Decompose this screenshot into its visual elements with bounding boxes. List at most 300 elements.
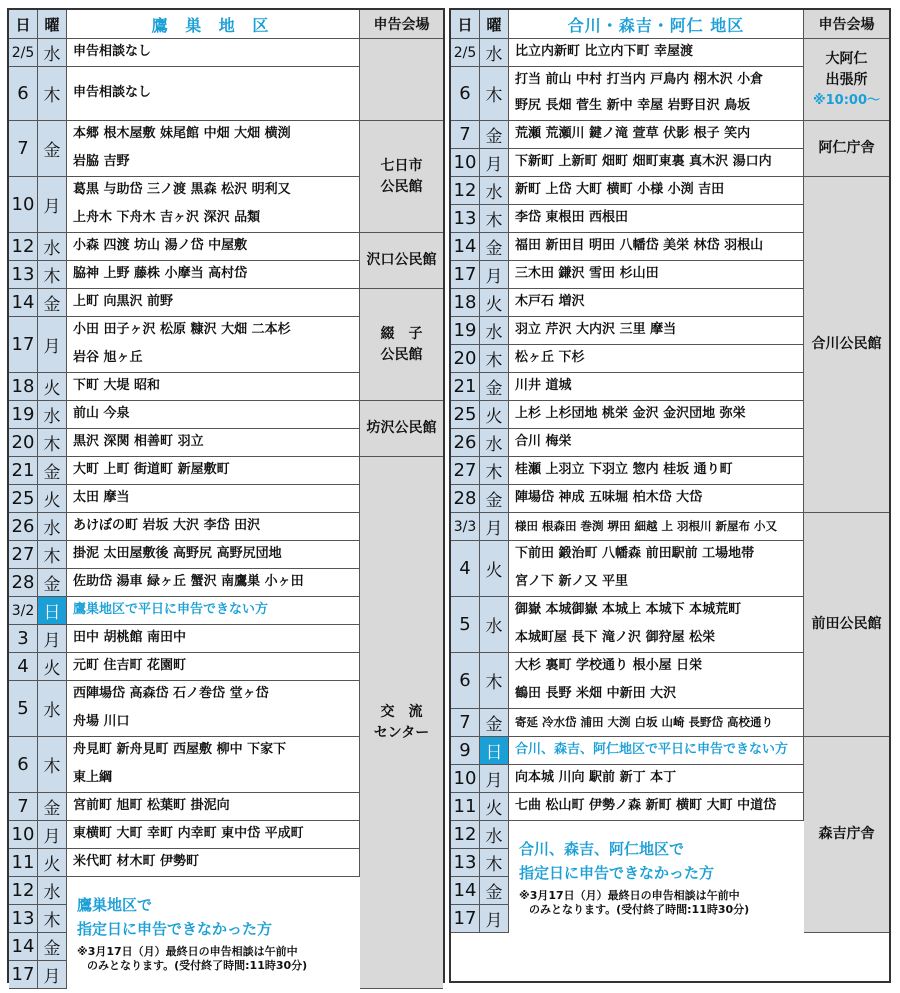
row-areas xyxy=(509,457,804,484)
row-weekday: 火 xyxy=(38,849,67,876)
row-weekday: 木 xyxy=(480,67,509,120)
schedule-row xyxy=(9,569,360,597)
schedule-row xyxy=(451,541,804,597)
row-weekday: 火 xyxy=(38,653,67,680)
row-areas xyxy=(67,569,360,596)
venue-cell xyxy=(804,177,889,513)
row-areas xyxy=(509,429,804,456)
row-areas xyxy=(509,541,804,596)
row-areas xyxy=(67,485,360,512)
area-line: 米代町 材木町 伊勢町 xyxy=(73,854,200,870)
row-day: 13 xyxy=(451,205,480,232)
area-line: 向本城 川向 駅前 新丁 本丁 xyxy=(515,770,677,786)
row-weekday: 水 xyxy=(480,39,509,66)
schedule-row xyxy=(451,205,804,233)
row-weekday: 木 xyxy=(480,849,509,876)
header-day: 日 xyxy=(9,10,38,38)
area-line: 小田 田子ヶ沢 松原 糠沢 大畑 二本杉 xyxy=(73,322,291,338)
schedule-row xyxy=(451,289,804,317)
area-line: 大杉 裏町 学校通り 根小屋 日栄 xyxy=(515,658,703,674)
row-areas xyxy=(67,401,360,428)
venue-name: 合川公民館 xyxy=(811,336,882,352)
row-areas xyxy=(509,737,804,764)
late-title: 指定日に申告できなかった方 xyxy=(519,863,715,882)
row-day: 10 xyxy=(9,177,38,232)
row-areas xyxy=(67,233,360,260)
row-weekday: 水 xyxy=(480,597,509,652)
row-areas xyxy=(509,149,804,176)
row-day: 20 xyxy=(9,429,38,456)
venue-cell xyxy=(360,401,443,457)
venue-name: 出張所 xyxy=(825,71,868,88)
schedule-row xyxy=(451,737,804,765)
venue-cell xyxy=(360,121,443,233)
row-weekday: 月 xyxy=(38,625,67,652)
row-day: 7 xyxy=(451,709,480,736)
row-weekday: 水 xyxy=(480,317,509,344)
row-areas xyxy=(67,289,360,316)
header-weekday: 曜 xyxy=(480,10,509,38)
row-areas xyxy=(509,597,804,652)
area-line: 宮ノ下 新ノ又 平里 xyxy=(515,573,629,589)
row-day: 18 xyxy=(451,289,480,316)
row-areas xyxy=(67,513,360,540)
row-day: 14 xyxy=(451,877,480,904)
late-title: 合川、森吉、阿仁地区で xyxy=(519,839,685,858)
row-areas xyxy=(509,401,804,428)
area-line: 上町 向黒沢 前野 xyxy=(73,294,174,310)
schedule-row xyxy=(451,709,804,737)
area-line: 岩谷 旭ヶ丘 xyxy=(73,349,143,365)
area-line: 七曲 松山町 伊勢ノ森 新町 横町 大町 中道岱 xyxy=(515,798,777,814)
schedule-row xyxy=(9,233,360,261)
schedule-row xyxy=(451,457,804,485)
row-day: 6 xyxy=(9,737,38,792)
schedule-row xyxy=(9,457,360,485)
area-line: 松ヶ丘 下杉 xyxy=(515,350,585,366)
header-area: 鷹 巣 地 区 xyxy=(67,10,360,38)
venue-cell xyxy=(804,737,889,933)
schedule-row xyxy=(451,39,804,67)
area-line: 様田 根森田 巻渕 堺田 細越 上 羽根川 新屋布 小又 xyxy=(515,518,778,533)
row-day: 17 xyxy=(451,905,480,932)
schedule-row xyxy=(9,737,360,793)
row-areas xyxy=(67,681,360,736)
area-line: 東上綱 xyxy=(73,769,113,785)
schedule-row xyxy=(9,653,360,681)
row-day: 2/5 xyxy=(451,39,480,66)
schedule-row xyxy=(9,39,360,67)
schedule-row xyxy=(9,373,360,401)
area-line: 前山 今泉 xyxy=(73,406,130,422)
schedule-row xyxy=(9,681,360,737)
late-note: のみとなります。(受付終了時間:11時30分) xyxy=(529,903,750,916)
row-weekday: 火 xyxy=(480,541,509,596)
row-areas xyxy=(509,709,804,736)
row-areas xyxy=(67,457,360,484)
venue-cell xyxy=(360,39,443,121)
row-areas xyxy=(509,233,804,260)
area-line: 野尻 長畑 菅生 新中 幸屋 岩野目沢 鳥坂 xyxy=(515,98,751,114)
venue-cell xyxy=(360,233,443,289)
venue-name: 七日市 xyxy=(380,157,423,174)
schedule-row xyxy=(451,67,804,121)
row-weekday: 月 xyxy=(480,513,509,540)
row-weekday: 水 xyxy=(38,681,67,736)
row-weekday: 月 xyxy=(480,905,509,932)
row-areas xyxy=(509,289,804,316)
row-areas xyxy=(67,541,360,568)
row-areas xyxy=(67,177,360,232)
schedule-row xyxy=(451,765,804,793)
row-weekday: 日 xyxy=(38,597,67,624)
row-day: 21 xyxy=(9,457,38,484)
area-line: 上杉 上杉団地 桃栄 金沢 金沢団地 弥栄 xyxy=(515,406,746,422)
area-line: 川井 道城 xyxy=(515,378,572,394)
late-applicants-notice xyxy=(509,821,804,933)
area-line: 李岱 東根田 西根田 xyxy=(515,210,629,226)
row-day: 13 xyxy=(9,905,38,932)
row-areas xyxy=(67,821,360,848)
row-day: 14 xyxy=(9,933,38,960)
area-line: 太田 摩当 xyxy=(73,490,130,506)
area-line: 鷹巣地区で平日に申告できない方 xyxy=(73,602,269,618)
schedule-row xyxy=(9,625,360,653)
schedule-rows xyxy=(9,39,443,987)
schedule-row xyxy=(451,485,804,513)
row-day: 25 xyxy=(451,401,480,428)
row-day: 20 xyxy=(451,345,480,372)
row-day: 14 xyxy=(9,289,38,316)
row-weekday: 月 xyxy=(38,177,67,232)
row-weekday: 木 xyxy=(480,205,509,232)
area-line: 掛泥 太田屋敷後 高野尻 高野尻団地 xyxy=(73,546,282,562)
venue-name: 坊沢公民館 xyxy=(366,420,437,436)
venue-cell xyxy=(804,121,889,177)
header-day: 日 xyxy=(451,10,480,38)
area-line: 小森 四渡 坊山 湯ノ岱 中屋敷 xyxy=(73,238,248,254)
area-line: 申告相談なし xyxy=(73,44,152,60)
row-areas xyxy=(509,39,804,66)
row-day: 5 xyxy=(451,597,480,652)
row-weekday: 月 xyxy=(480,765,509,792)
row-areas xyxy=(509,121,804,148)
row-day: 12 xyxy=(451,177,480,204)
area-line: 桂瀬 上羽立 下羽立 惣内 桂坂 通り町 xyxy=(515,462,733,478)
header-venue: 申告会場 xyxy=(360,10,443,38)
row-areas xyxy=(67,597,360,624)
row-weekday: 金 xyxy=(38,289,67,316)
row-day: 27 xyxy=(9,541,38,568)
late-note: ※3月17日（月）最終日の申告相談は午前中 xyxy=(519,888,740,902)
row-day: 7 xyxy=(9,793,38,820)
venue-time-note: ※10:00～ xyxy=(812,92,881,108)
area-line: 本郷 根木屋敷 妹尾館 中畑 大畑 横渕 xyxy=(73,126,291,142)
schedule-row xyxy=(9,485,360,513)
row-day: 17 xyxy=(9,961,38,988)
area-line: 打当 前山 中村 打当内 戸鳥内 栩木沢 小倉 xyxy=(515,71,764,87)
row-weekday: 金 xyxy=(38,457,67,484)
row-weekday: 水 xyxy=(480,429,509,456)
venue-cell xyxy=(804,39,889,121)
row-weekday: 火 xyxy=(480,793,509,820)
area-line: 下町 大堤 昭和 xyxy=(73,378,161,394)
area-line: 下新町 上新町 畑町 畑町東裏 真木沢 湯口内 xyxy=(515,154,772,170)
row-day: 17 xyxy=(9,317,38,372)
area-line: 東横町 大町 幸町 内幸町 東中岱 平成町 xyxy=(73,826,304,842)
row-weekday: 木 xyxy=(38,905,67,932)
area-line: 宮前町 旭町 松葉町 掛泥向 xyxy=(73,798,230,814)
schedule-rows xyxy=(451,39,889,981)
schedule-row xyxy=(9,121,360,177)
row-day: 12 xyxy=(9,233,38,260)
row-areas xyxy=(509,317,804,344)
area-line: 御嶽 本城御嶽 本城上 本城下 本城荒町 xyxy=(515,602,742,618)
row-day: 10 xyxy=(451,765,480,792)
row-weekday: 月 xyxy=(480,149,509,176)
row-areas xyxy=(67,793,360,820)
venue-name: 大阿仁 xyxy=(825,50,868,67)
row-weekday: 水 xyxy=(480,177,509,204)
row-day: 19 xyxy=(451,317,480,344)
venue-name: 公民館 xyxy=(380,178,423,195)
row-weekday: 水 xyxy=(38,39,67,66)
schedule-row xyxy=(451,261,804,289)
row-areas xyxy=(67,261,360,288)
schedule-row xyxy=(9,401,360,429)
area-line: 西陣場岱 高森岱 石ノ巻岱 堂ヶ岱 xyxy=(73,686,269,702)
row-day: 13 xyxy=(451,849,480,876)
row-day: 14 xyxy=(451,233,480,260)
schedule-row xyxy=(9,793,360,821)
venue-cell xyxy=(804,513,889,737)
row-areas xyxy=(509,177,804,204)
row-weekday: 金 xyxy=(480,121,509,148)
row-areas xyxy=(509,513,804,540)
late-note: のみとなります。(受付終了時間:11時30分) xyxy=(87,959,308,972)
row-day: 11 xyxy=(451,793,480,820)
schedule-row xyxy=(9,429,360,457)
area-line: 脇神 上野 藤株 小摩当 高村岱 xyxy=(73,266,248,282)
row-weekday: 月 xyxy=(38,821,67,848)
area-line: 新町 上岱 大町 横町 小様 小渕 吉田 xyxy=(515,182,725,198)
area-line: 合川 梅栄 xyxy=(515,434,572,450)
schedule-row xyxy=(451,513,804,541)
area-line: 舟場 川口 xyxy=(73,713,130,729)
schedule-row xyxy=(451,429,804,457)
row-day: 21 xyxy=(451,373,480,400)
row-weekday: 木 xyxy=(480,345,509,372)
schedule-row xyxy=(9,513,360,541)
schedule-row xyxy=(9,67,360,121)
row-areas xyxy=(67,121,360,176)
row-weekday: 木 xyxy=(38,261,67,288)
header-area: 合川・森吉・阿仁 地区 xyxy=(509,10,804,38)
row-day: 10 xyxy=(9,821,38,848)
area-line: 下前田 鍛治町 八幡森 前田駅前 工場地帯 xyxy=(515,546,755,562)
area-line: 三木田 鎌沢 雪田 杉山田 xyxy=(515,266,659,282)
row-day: 19 xyxy=(9,401,38,428)
schedule-row xyxy=(9,177,360,233)
row-day: 11 xyxy=(9,849,38,876)
late-note: ※3月17日（月）最終日の申告相談は午前中 xyxy=(77,944,298,958)
schedule-row xyxy=(451,345,804,373)
row-weekday: 木 xyxy=(38,541,67,568)
area-line: 佐助岱 湯車 緑ヶ丘 蟹沢 南鷹巣 小ヶ田 xyxy=(73,574,304,590)
row-areas xyxy=(509,345,804,372)
area-line: 陣場岱 神成 五味堀 柏木岱 大岱 xyxy=(515,490,703,506)
schedule-row xyxy=(451,121,804,149)
row-weekday: 木 xyxy=(38,67,67,120)
area-line: 田中 胡桃館 南田中 xyxy=(73,630,187,646)
row-day: 7 xyxy=(9,121,38,176)
row-day: 3 xyxy=(9,625,38,652)
row-day: 13 xyxy=(9,261,38,288)
row-areas xyxy=(67,653,360,680)
row-day: 28 xyxy=(451,485,480,512)
row-day: 3/3 xyxy=(451,513,480,540)
venue-name: 公民館 xyxy=(380,346,423,363)
area-line: 元町 住吉町 花園町 xyxy=(73,658,187,674)
row-areas xyxy=(509,765,804,792)
row-day: 3/2 xyxy=(9,597,38,624)
row-weekday: 金 xyxy=(480,373,509,400)
area-line: 合川、森吉、阿仁地区で平日に申告できない方 xyxy=(515,742,789,758)
schedule-row xyxy=(451,233,804,261)
row-weekday: 水 xyxy=(38,513,67,540)
row-day: 6 xyxy=(9,67,38,120)
row-day: 4 xyxy=(9,653,38,680)
row-areas xyxy=(509,793,804,820)
row-weekday: 水 xyxy=(480,821,509,848)
row-areas xyxy=(509,485,804,512)
row-areas xyxy=(67,39,360,66)
venue-name: センター xyxy=(373,724,430,741)
venue-cell xyxy=(360,289,443,401)
row-weekday: 木 xyxy=(38,737,67,792)
area-line: 舟見町 新舟見町 西屋敷 柳中 下家下 xyxy=(73,742,287,758)
schedule-row xyxy=(9,317,360,373)
late-title: 鷹巣地区で xyxy=(77,895,153,914)
row-weekday: 月 xyxy=(38,317,67,372)
row-day: 18 xyxy=(9,373,38,400)
row-day: 26 xyxy=(9,513,38,540)
row-weekday: 日 xyxy=(480,737,509,764)
late-applicants-notice xyxy=(67,877,360,989)
venue-name: 森吉庁舎 xyxy=(818,826,875,842)
row-day: 10 xyxy=(451,149,480,176)
row-day: 5 xyxy=(9,681,38,736)
area-line: 岩脇 吉野 xyxy=(73,153,130,169)
row-areas xyxy=(509,205,804,232)
header-venue: 申告会場 xyxy=(804,10,889,38)
schedule-row xyxy=(451,177,804,205)
row-day: 17 xyxy=(451,261,480,288)
row-weekday: 火 xyxy=(480,289,509,316)
row-areas xyxy=(509,261,804,288)
row-day: 25 xyxy=(9,485,38,512)
row-day: 9 xyxy=(451,737,480,764)
row-weekday: 月 xyxy=(38,961,67,988)
table-header xyxy=(9,10,443,39)
row-areas xyxy=(67,625,360,652)
area-line: 木戸石 増沢 xyxy=(515,294,585,310)
row-weekday: 金 xyxy=(38,933,67,960)
venue-cell xyxy=(360,457,443,989)
schedule-row xyxy=(451,597,804,653)
late-title: 指定日に申告できなかった方 xyxy=(77,919,273,938)
row-weekday: 金 xyxy=(480,709,509,736)
row-weekday: 火 xyxy=(38,373,67,400)
schedule-row xyxy=(451,653,804,709)
row-weekday: 月 xyxy=(480,261,509,288)
row-weekday: 水 xyxy=(38,233,67,260)
area-line: 鶴田 長野 米畑 中新田 大沢 xyxy=(515,685,677,701)
schedule-row xyxy=(451,793,804,821)
area-line: 黒沢 深関 相善町 羽立 xyxy=(73,434,204,450)
schedule-row xyxy=(451,373,804,401)
row-weekday: 金 xyxy=(38,793,67,820)
row-areas xyxy=(67,373,360,400)
schedule-row xyxy=(451,401,804,429)
schedule-row xyxy=(9,821,360,849)
venue-name: 綴 子 xyxy=(380,325,423,342)
row-day: 26 xyxy=(451,429,480,456)
venue-name: 沢口公民館 xyxy=(366,252,437,268)
area-line: 寄延 冷水岱 浦田 大渕 白坂 山崎 長野岱 高校通り xyxy=(515,714,774,729)
row-areas xyxy=(509,373,804,400)
row-weekday: 木 xyxy=(38,429,67,456)
row-day: 6 xyxy=(451,653,480,708)
row-weekday: 水 xyxy=(38,401,67,428)
header-weekday: 曜 xyxy=(38,10,67,38)
venue-name: 阿仁庁舎 xyxy=(818,140,875,156)
schedule-row xyxy=(9,261,360,289)
area-line: 申告相談なし xyxy=(73,85,152,101)
schedule-row xyxy=(9,597,360,625)
schedule-row xyxy=(9,541,360,569)
area-line: 葛黒 与助岱 三ノ渡 黒森 松沢 明利又 xyxy=(73,182,291,198)
area-line: 比立内新町 比立内下町 幸屋渡 xyxy=(515,44,694,60)
area-line: 羽立 芹沢 大内沢 三里 摩当 xyxy=(515,322,677,338)
schedule-row xyxy=(451,317,804,345)
area-line: 福田 新田目 明田 八幡岱 美栄 林岱 羽根山 xyxy=(515,238,764,254)
row-areas xyxy=(67,737,360,792)
row-day: 4 xyxy=(451,541,480,596)
area-line: 荒瀬 荒瀬川 鍵ノ滝 萱草 伏影 根子 笑内 xyxy=(515,126,751,142)
row-weekday: 水 xyxy=(38,877,67,904)
area-line: 上舟木 下舟木 吉ヶ沢 深沢 品類 xyxy=(73,209,261,225)
schedule-row xyxy=(9,289,360,317)
row-day: 12 xyxy=(451,821,480,848)
row-areas xyxy=(509,67,804,120)
row-areas xyxy=(67,849,360,876)
row-weekday: 木 xyxy=(480,457,509,484)
area-line: あけぼの町 岩坂 大沢 李岱 田沢 xyxy=(73,518,261,534)
row-weekday: 火 xyxy=(38,485,67,512)
area-line: 本城町屋 長下 滝ノ沢 御狩屋 松栄 xyxy=(515,629,716,645)
row-day: 12 xyxy=(9,877,38,904)
row-weekday: 金 xyxy=(38,569,67,596)
schedule-row xyxy=(451,149,804,177)
row-areas xyxy=(67,317,360,372)
takanosu-schedule-table xyxy=(7,8,445,987)
table-header xyxy=(451,10,889,39)
row-areas xyxy=(67,429,360,456)
row-day: 28 xyxy=(9,569,38,596)
venue-name: 交 流 xyxy=(380,703,423,720)
venue-name: 前田公民館 xyxy=(811,616,882,632)
